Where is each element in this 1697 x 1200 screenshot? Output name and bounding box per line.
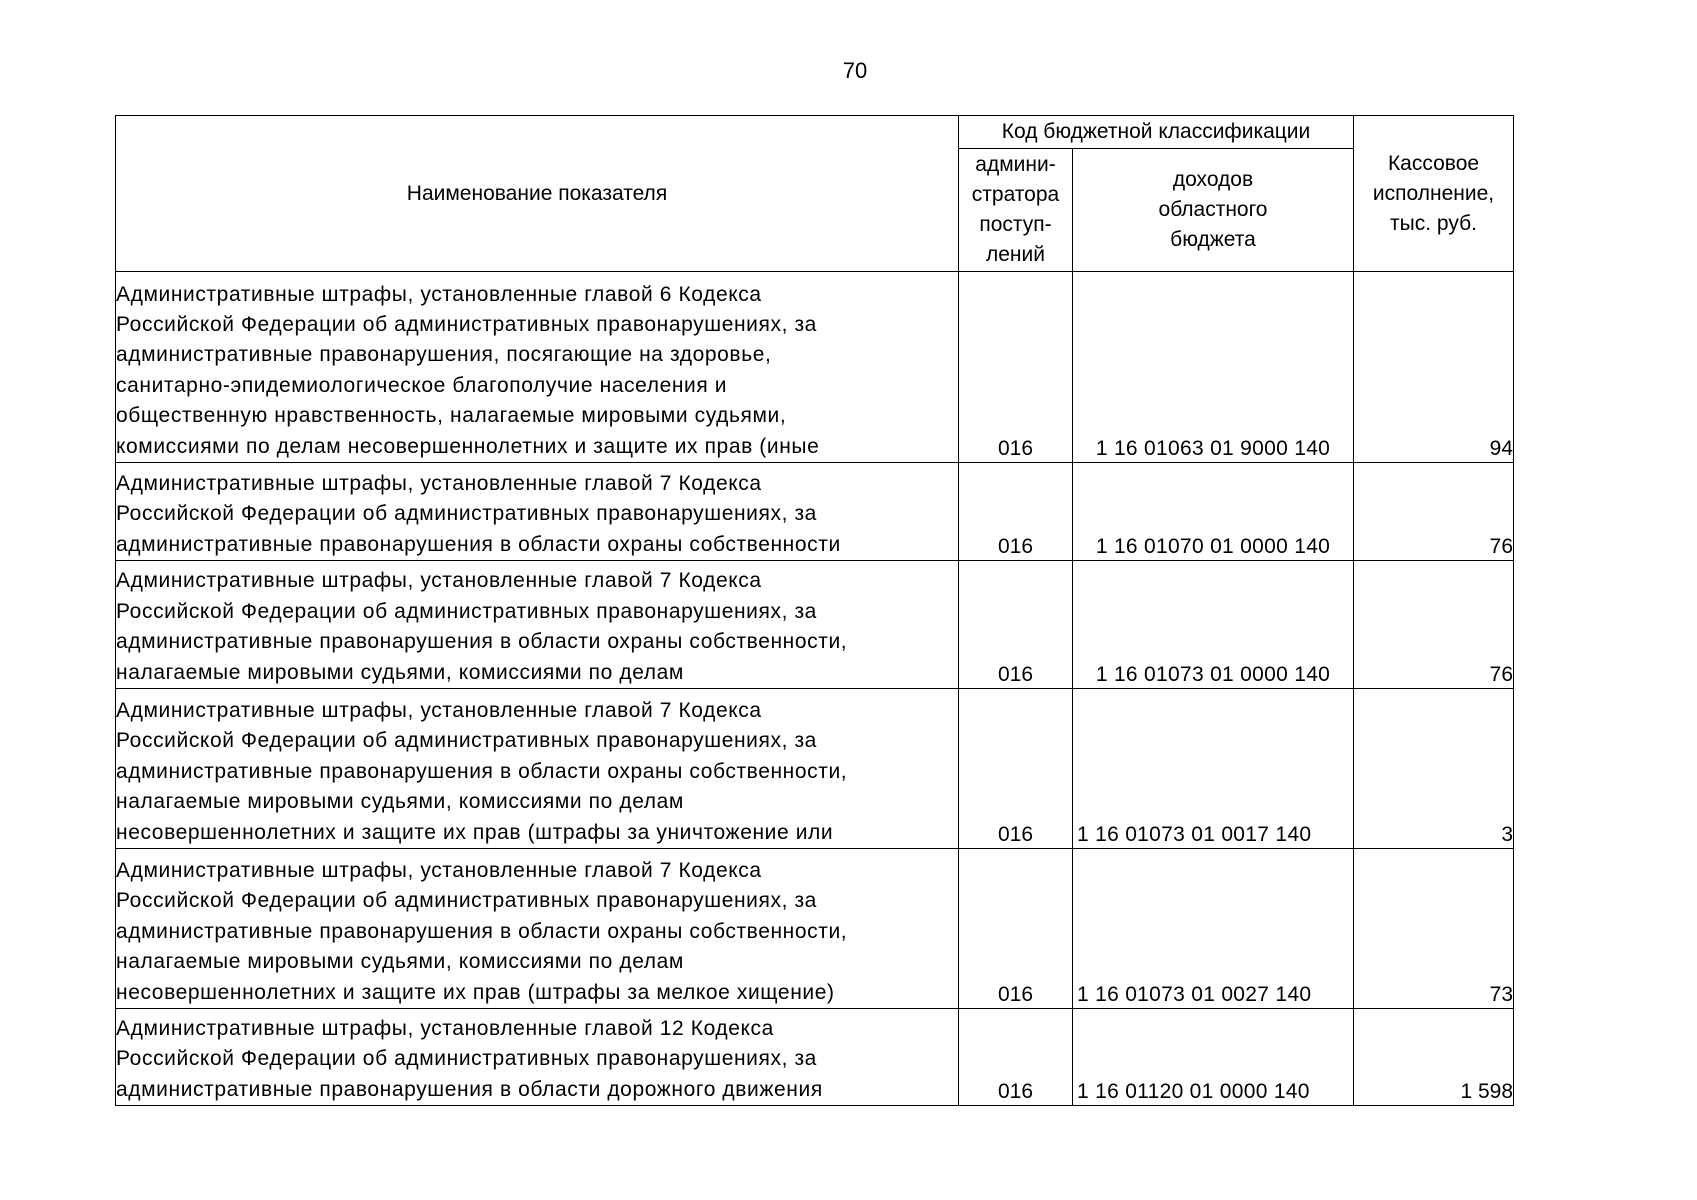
row-admin-code: 016 xyxy=(959,463,1073,561)
row-name: Административные штрафы, установленные главой 6 Кодекса Российской Федерации об административных правонарушениях, за административные правонарушения, посягающие на здоровье, санитарно-эпидемиологическое благополучие населения и общественную нравственность, налагаемые мировыми судьями, комиссиями по делам несовершеннолетних и защите их прав (иные xyxy=(116,272,959,463)
table-row xyxy=(116,561,1514,689)
row-name: Административные штрафы, установленные главой 7 Кодекса Российской Федерации об административных правонарушениях, за административные правонарушения в области охраны собственности, налагаемые мировыми судьями, комиссиями по делам несовершеннолетних и защите их прав (штрафы за мелкое хищение) xyxy=(116,849,959,1009)
row-amount: 76 xyxy=(1354,463,1514,561)
table-row xyxy=(116,849,1514,1009)
table-row xyxy=(116,463,1514,561)
row-name: Административные штрафы, установленные главой 7 Кодекса Российской Федерации об административных правонарушениях, за административные правонарушения в области охраны собственности xyxy=(116,463,959,561)
row-admin-code: 016 xyxy=(959,849,1073,1009)
row-admin-code: 016 xyxy=(959,561,1073,689)
table-row xyxy=(116,272,1514,463)
row-admin-code: 016 xyxy=(959,689,1073,849)
header-cash-execution: Кассовое исполнение, тыс. руб. xyxy=(1354,116,1514,272)
row-amount: 1 598 xyxy=(1354,1009,1514,1106)
table-row xyxy=(116,1009,1514,1106)
row-amount: 3 xyxy=(1354,689,1514,849)
row-income-code: 1 16 01073 01 0000 140 xyxy=(1073,561,1354,689)
row-income-code: 1 16 01073 01 0017 140 xyxy=(1073,689,1354,849)
row-amount: 73 xyxy=(1354,849,1514,1009)
row-name: Административные штрафы, установленные главой 12 Кодекса Российской Федерации об административных правонарушениях, за административные правонарушения в области дорожного движения xyxy=(116,1009,959,1106)
row-amount: 76 xyxy=(1354,561,1514,689)
row-name: Административные штрафы, установленные главой 7 Кодекса Российской Федерации об административных правонарушениях, за административные правонарушения в области охраны собственности, налагаемые мировыми судьями, комиссиями по делам несовершеннолетних и защите их прав (штрафы за уничтожение или xyxy=(116,689,959,849)
budget-table xyxy=(115,115,1514,1106)
header-indicator-name: Наименование показателя xyxy=(116,116,959,272)
header-budget-code-group: Код бюджетной классификации xyxy=(959,116,1354,149)
header-administrator-code: админи- стратора поступ- лений xyxy=(959,149,1073,272)
header-income-code: доходов областного бюджета xyxy=(1073,149,1354,272)
row-income-code: 1 16 01070 01 0000 140 xyxy=(1073,463,1354,561)
row-income-code: 1 16 01073 01 0027 140 xyxy=(1073,849,1354,1009)
row-admin-code: 016 xyxy=(959,1009,1073,1106)
row-income-code: 1 16 01120 01 0000 140 xyxy=(1073,1009,1354,1106)
row-amount: 94 xyxy=(1354,272,1514,463)
table-row xyxy=(116,689,1514,849)
row-name: Административные штрафы, установленные главой 7 Кодекса Российской Федерации об административных правонарушениях, за административные правонарушения в области охраны собственности, налагаемые мировыми судьями, комиссиями по делам xyxy=(116,561,959,689)
row-income-code: 1 16 01063 01 9000 140 xyxy=(1073,272,1354,463)
row-admin-code: 016 xyxy=(959,272,1073,463)
page-number: 70 xyxy=(842,58,868,83)
